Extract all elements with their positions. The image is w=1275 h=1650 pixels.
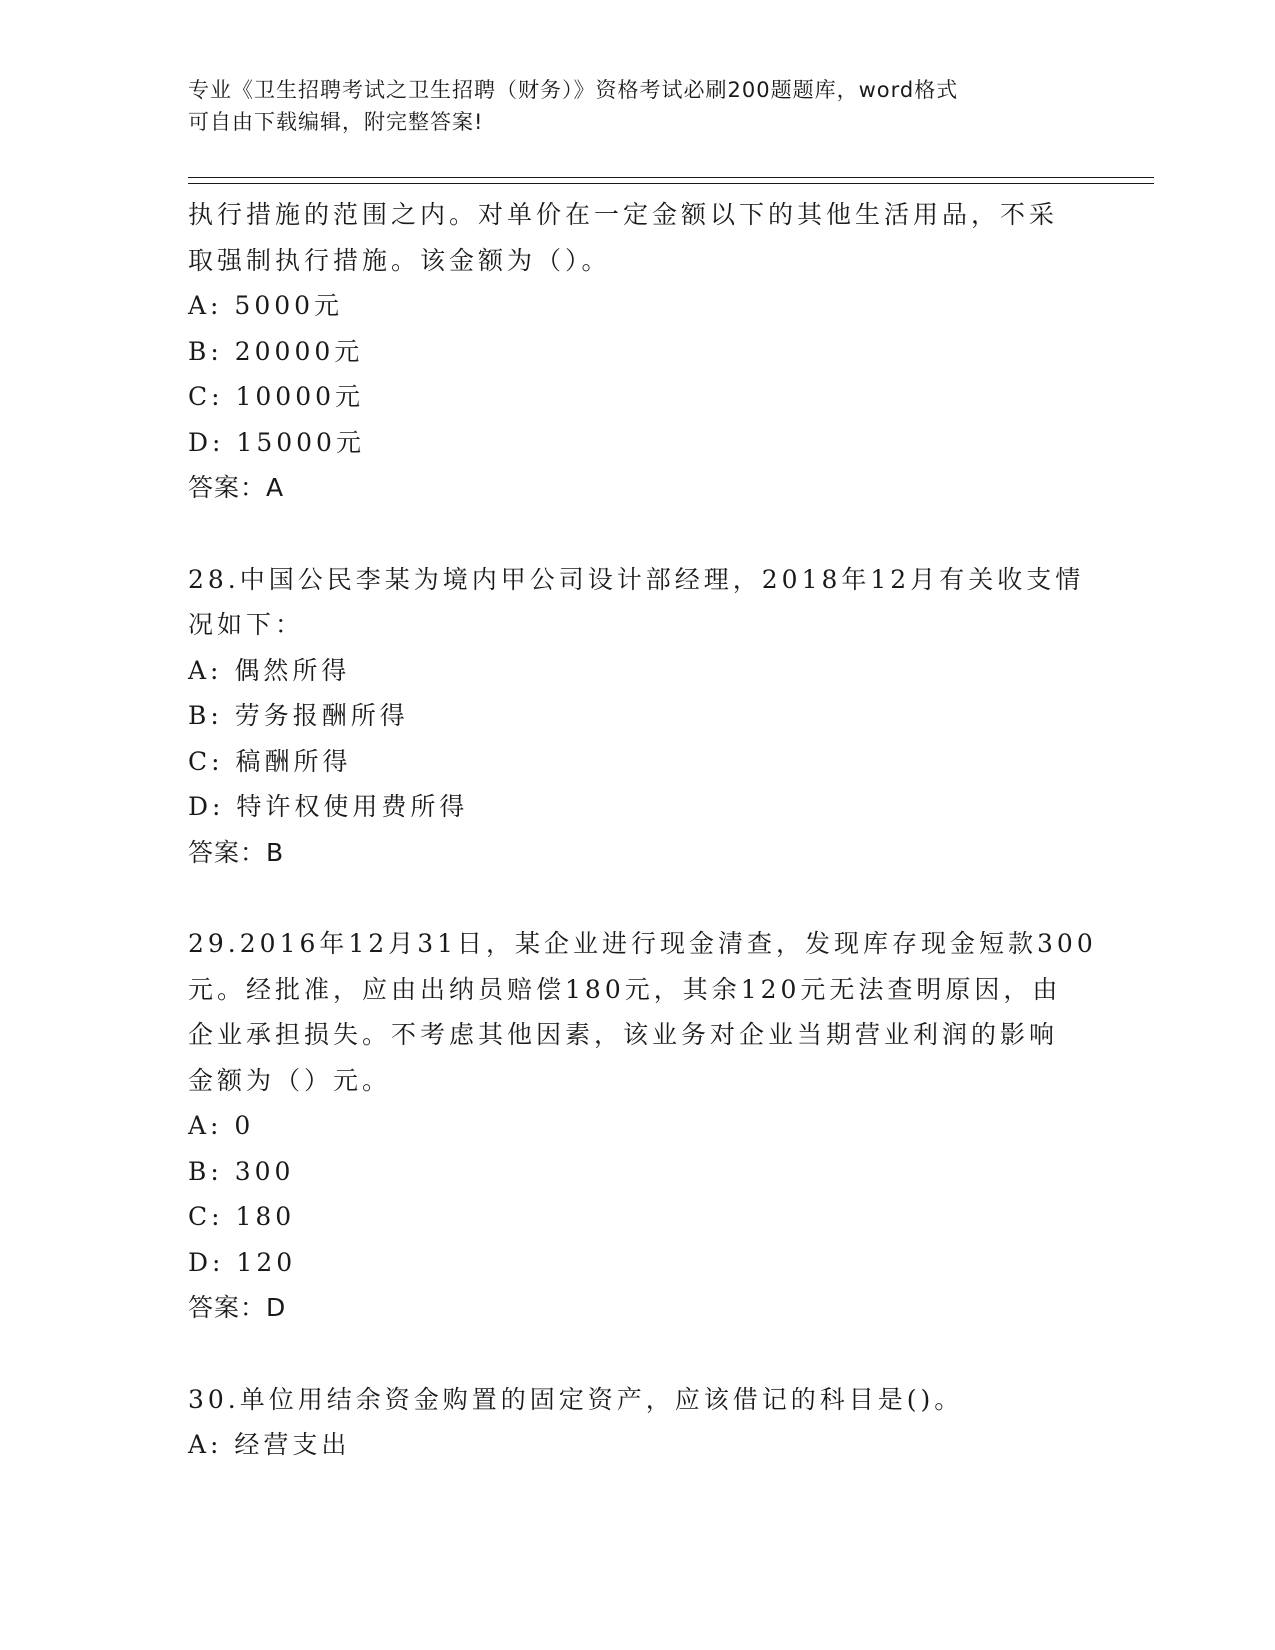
option-c: C: 180 xyxy=(188,1202,296,1231)
question-29 xyxy=(188,921,1097,1331)
option-d: D: 15000元 xyxy=(188,427,365,457)
question-30 xyxy=(188,1377,1088,1468)
question-stem-line: 企业承担损失。不考虑其他因素，该业务对企业当期营业利润的影响 xyxy=(188,1020,1059,1049)
header-divider-top xyxy=(188,177,1154,178)
question-stem-line: 况如下： xyxy=(188,610,305,639)
answer-line: 答案：D xyxy=(188,1293,287,1322)
question-spacer xyxy=(188,511,1088,557)
question-spacer xyxy=(188,875,1088,921)
option-b: B: 300 xyxy=(188,1156,295,1186)
option-b: B: 劳务报酬所得 xyxy=(188,701,409,730)
option-a: A: 偶然所得 xyxy=(188,655,351,685)
answer-line: 答案：A xyxy=(188,473,285,502)
option-a: A: 0 xyxy=(188,1111,255,1140)
option-c: C: 稿酬所得 xyxy=(188,746,352,776)
header-divider-bottom xyxy=(188,183,1154,184)
option-a: A: 5000元 xyxy=(188,291,344,320)
question-stem-line: 执行措施的范围之内。对单价在一定金额以下的其他生活用品，不采 xyxy=(188,200,1059,229)
question-stem-line: 取强制执行措施。该金额为（）。 xyxy=(188,245,611,275)
question-28 xyxy=(188,557,1088,876)
question-stem-line: 29.2016年12月31日，某企业进行现金清查，发现库存现金短款300 xyxy=(188,929,1097,958)
header-title-line2: 可自由下载编辑，附完整答案! xyxy=(188,110,484,134)
header-title-line1: 专业《卫生招聘考试之卫生招聘（财务）》资格考试必刷200题题库，word格式 xyxy=(188,78,959,102)
question-list xyxy=(188,192,1097,1468)
question-stem-line: 元。经批准，应由出纳员赔偿180元，其余120元无法查明原因，由 xyxy=(188,974,1062,1004)
question-stem-line: 28.中国公民李某为境内甲公司设计部经理，2018年12月有关收支情 xyxy=(188,564,1085,594)
question-27 xyxy=(188,192,1088,511)
option-c: C: 10000元 xyxy=(188,382,365,411)
option-b: B: 20000元 xyxy=(188,336,364,366)
option-a: A: 经营支出 xyxy=(188,1430,351,1459)
document-header xyxy=(188,74,1088,138)
answer-line: 答案：B xyxy=(188,837,285,867)
question-stem-line: 金额为（）元。 xyxy=(188,1065,392,1095)
question-stem-line: 30.单位用结余资金购置的固定资产，应该借记的科目是()。 xyxy=(188,1384,964,1414)
option-d: D: 120 xyxy=(188,1247,297,1277)
option-d: D: 特许权使用费所得 xyxy=(188,792,469,821)
question-spacer xyxy=(188,1331,1088,1377)
